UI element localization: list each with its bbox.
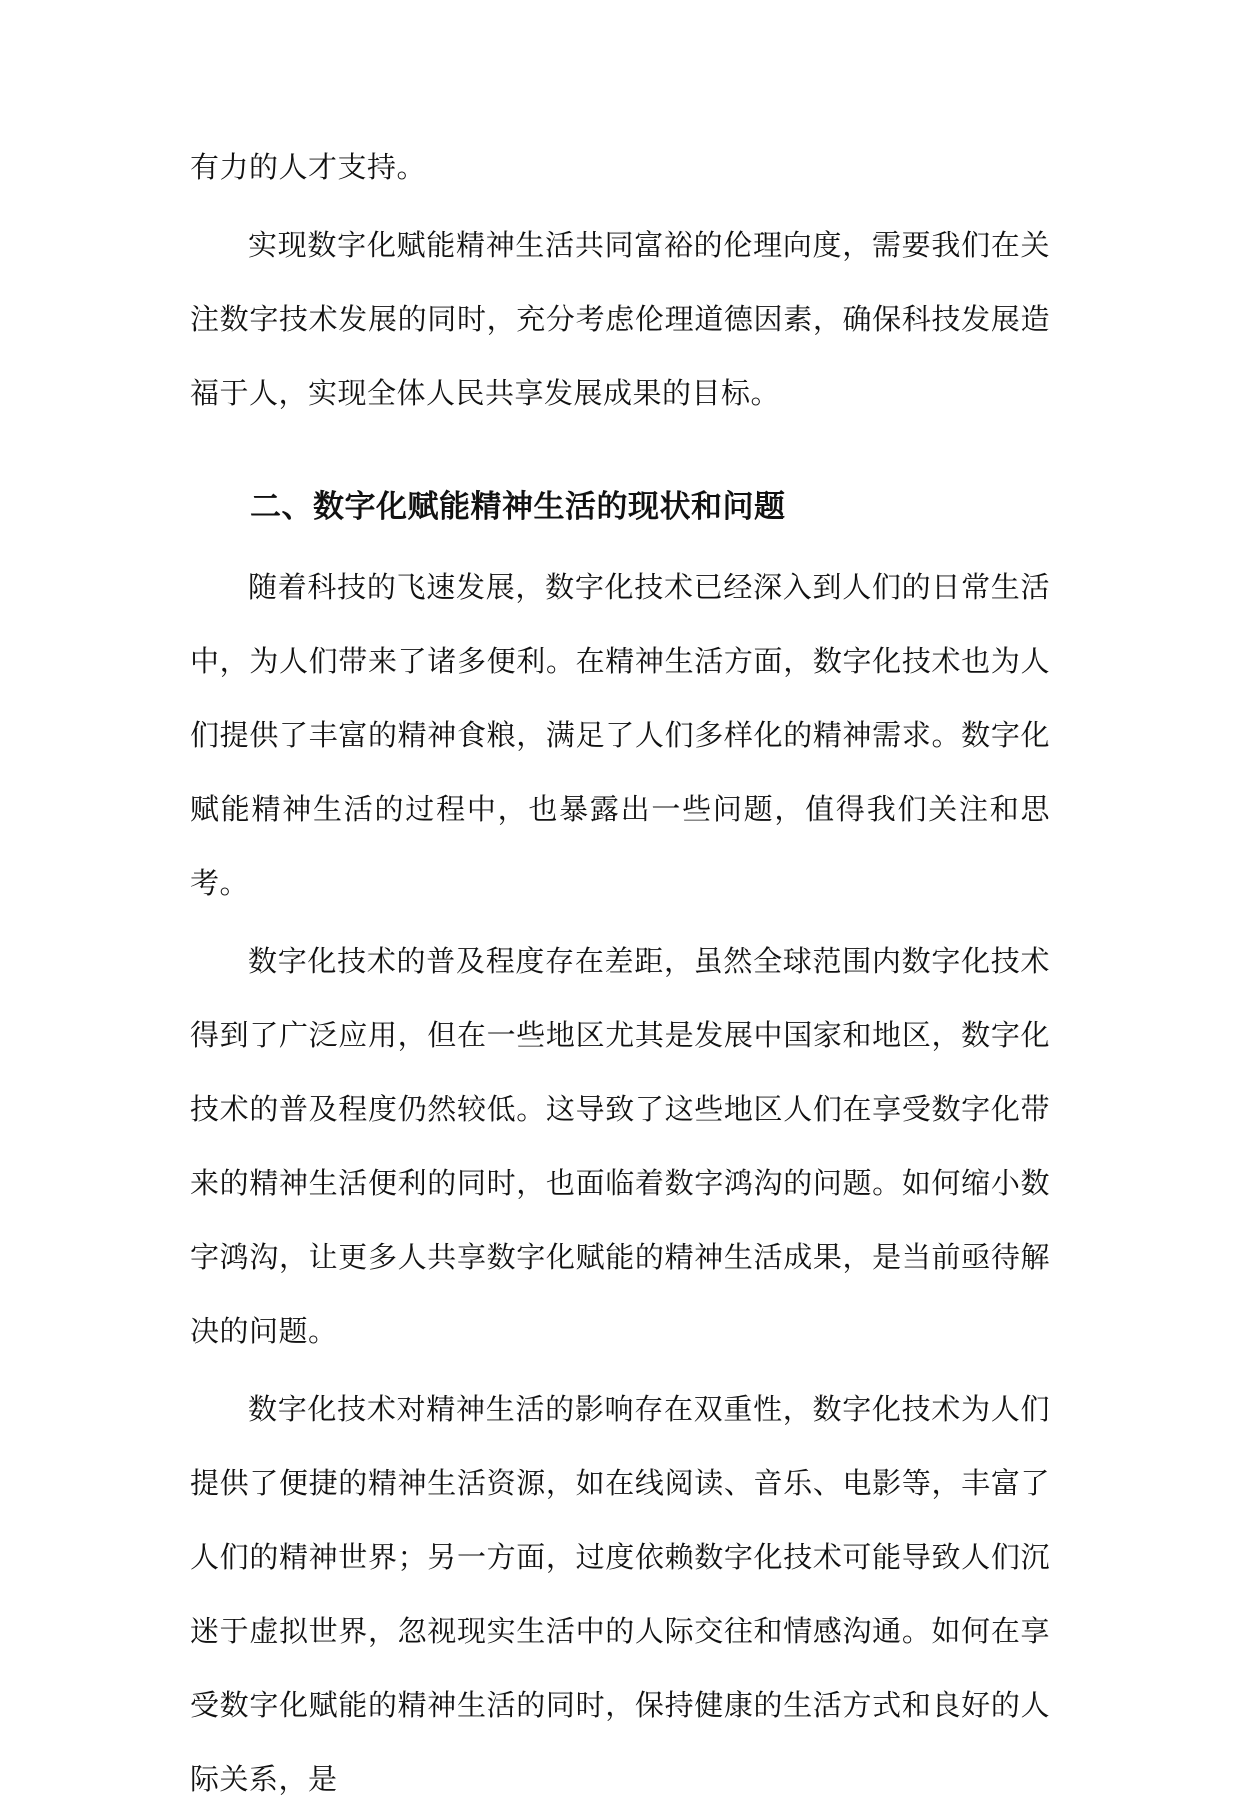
paragraph-continuation: 有力的人才支持。	[190, 150, 427, 184]
section-heading: 二、数字化赋能精神生活的现状和问题	[250, 489, 786, 525]
paragraph-status-intro: 随着科技的飞速发展，数字化技术已经深入到人们的日常生活中，为人们带来了诸多便利。在精神生活方面，数字化技术也为人们提供了丰富的精神食粮，满足了人们多样化的精神需求。数字化赋能精神生活的过程中，也暴露出一些问题，值得我们关注和思考。	[190, 570, 1050, 900]
paragraph-ethics: 实现数字化赋能精神生活共同富裕的伦理向度，需要我们在关注数字技术发展的同时，充分考虑伦理道德因素，确保科技发展造福于人，实现全体人民共享发展成果的目标。	[190, 228, 1050, 410]
document-body	[190, 130, 1050, 1816]
paragraph-digital-divide: 数字化技术的普及程度存在差距，虽然全球范围内数字化技术得到了广泛应用，但在一些地区尤其是发展中国家和地区，数字化技术的普及程度仍然较低。这导致了这些地区人们在享受数字化带来的精神生活便利的同时，也面临着数字鸿沟的问题。如何缩小数字鸿沟，让更多人共享数字化赋能的精神生活成果，是当前亟待解决的问题。	[190, 944, 1050, 1348]
paragraph-dual-impact: 数字化技术对精神生活的影响存在双重性，数字化技术为人们提供了便捷的精神生活资源，如在线阅读、音乐、电影等，丰富了人们的精神世界；另一方面，过度依赖数字化技术可能导致人们沉迷于虚拟世界，忽视现实生活中的人际交往和情感沟通。如何在享受数字化赋能的精神生活的同时，保持健康的生活方式和良好的人际关系，是	[190, 1392, 1050, 1796]
